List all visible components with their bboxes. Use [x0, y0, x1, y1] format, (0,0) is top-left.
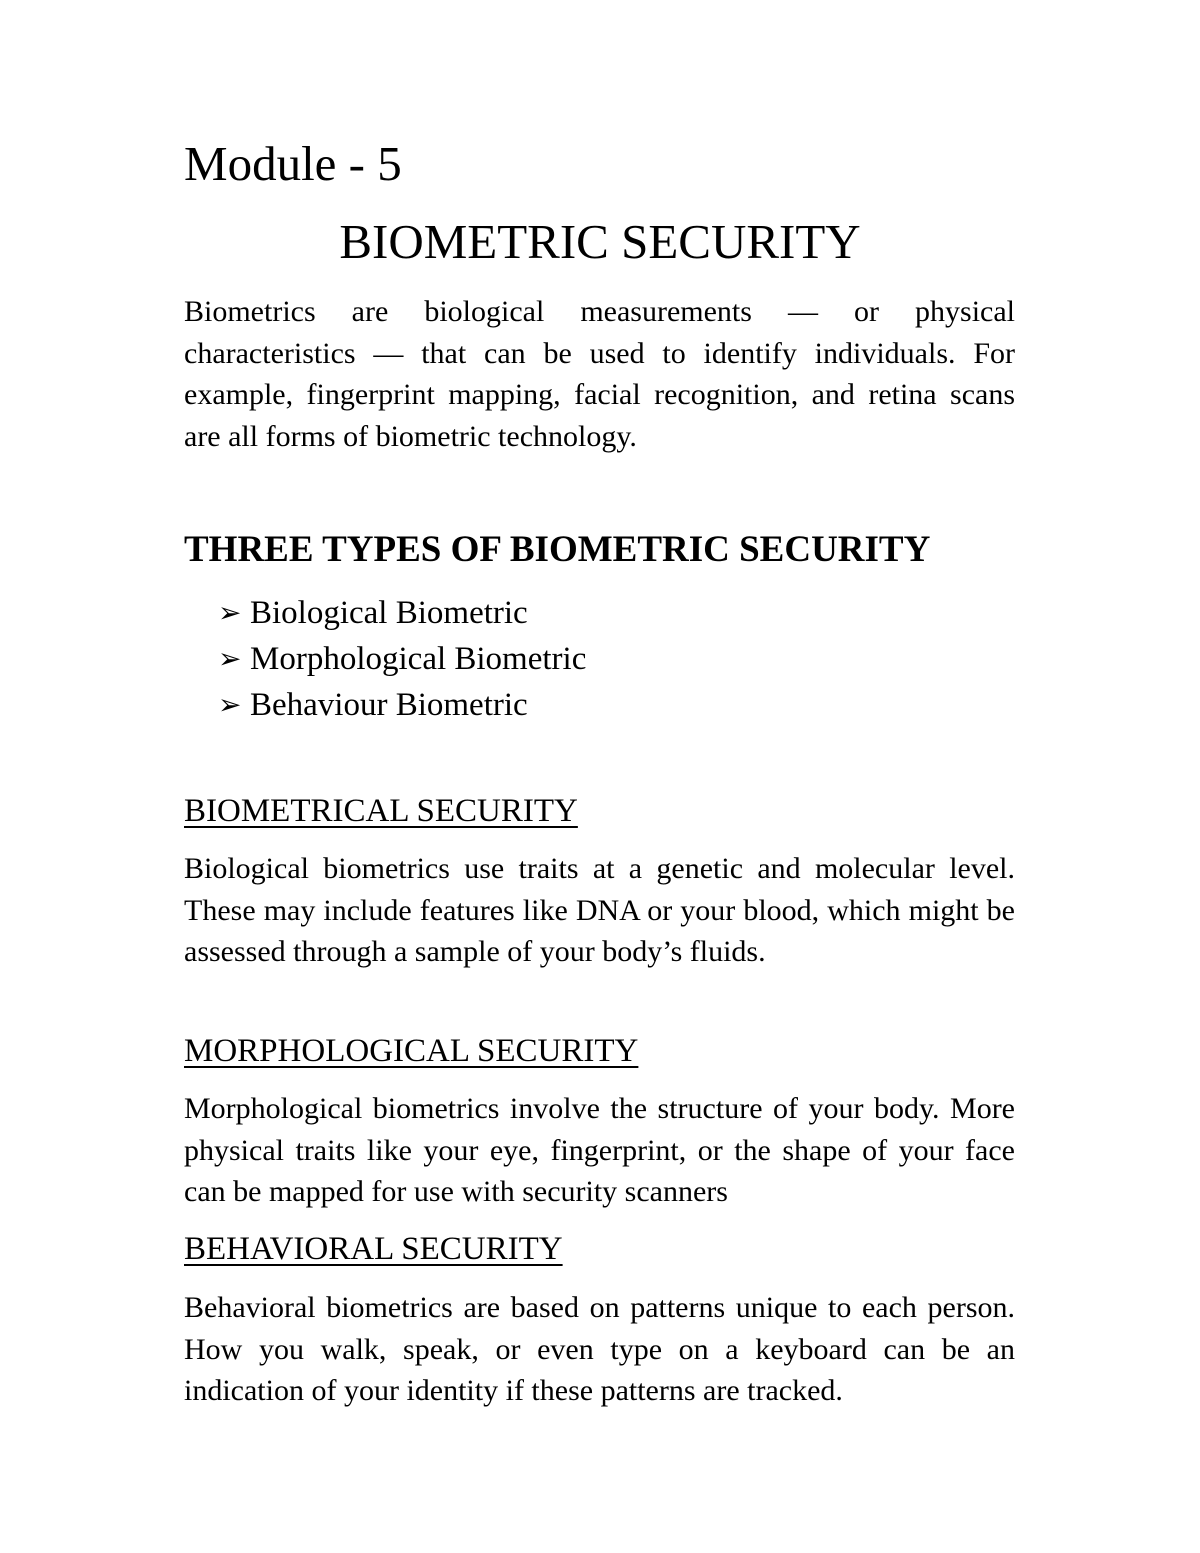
list-item-label: Biological Biometric: [250, 595, 528, 631]
types-heading: THREE TYPES OF BIOMETRIC SECURITY: [184, 529, 931, 570]
types-list: [218, 590, 586, 728]
list-item: [218, 590, 586, 636]
section-body-morphological: Morphological biometrics involve the structure of your body. More physical traits like your eye, fingerprint, or the shape of your face can be mapped for use with security scanners: [184, 1092, 1015, 1208]
section-heading-biometrical: BIOMETRICAL SECURITY: [184, 793, 578, 829]
section-heading-morphological: MORPHOLOGICAL SECURITY: [184, 1033, 639, 1069]
list-item: [218, 682, 586, 728]
arrow-bullet-icon: ➢: [218, 688, 242, 721]
section-body-biometrical: Biological biometrics use traits at a genetic and molecular level. These may include features like DNA or your blood, which might be assessed through a sample of your body’s fluids.: [184, 852, 1015, 968]
arrow-bullet-icon: ➢: [218, 642, 242, 675]
module-title: Module - 5: [184, 136, 402, 191]
list-item-label: Morphological Biometric: [250, 641, 587, 677]
list-item-label: Behaviour Biometric: [250, 687, 528, 723]
arrow-bullet-icon: ➢: [218, 596, 242, 629]
document-title: BIOMETRIC SECURITY: [339, 214, 861, 269]
section-body-behavioral: Behavioral biometrics are based on patterns unique to each person. How you walk, speak, or even type on a keyboard can be an indication of your identity if these patterns are tracked.: [184, 1291, 1015, 1407]
list-item: [218, 636, 586, 682]
intro-paragraph: Biometrics are biological measurements — or physical characteristics — that can be used to identify individuals. For example, fingerprint mapping, facial recognition, and retina scans are all forms of biometric technology.: [184, 295, 1015, 453]
section-heading-behavioral: BEHAVIORAL SECURITY: [184, 1231, 563, 1267]
